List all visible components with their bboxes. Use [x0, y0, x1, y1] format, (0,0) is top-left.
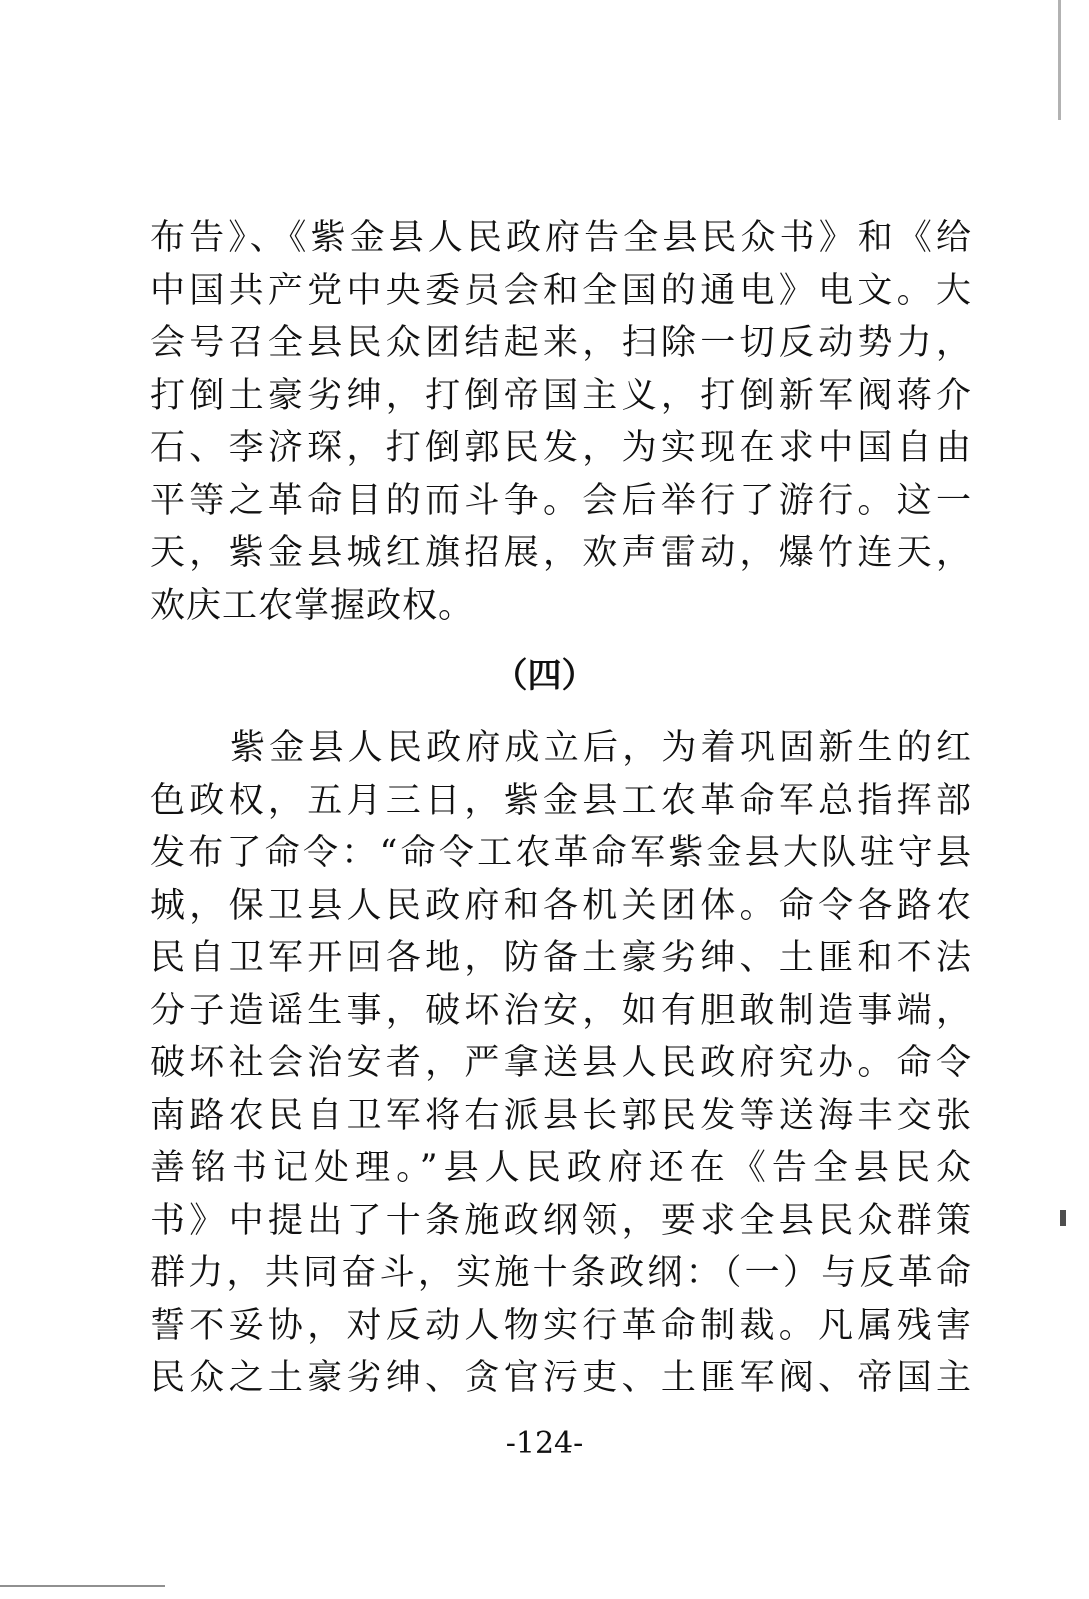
text-line: 石、李济琛，打倒郭民发，为实现在求中国自由 [150, 428, 972, 468]
page-number: -124- [505, 1426, 584, 1461]
text-line: 民众之土豪劣绅、贪官污吏、土匪军阀、帝国主 [150, 1358, 972, 1398]
text-line: 欢庆工农掌握政权。 [150, 585, 475, 626]
text-line: 平等之革命目的而斗争。会后举行了游行。这一 [150, 480, 972, 521]
text-line: 群力，共同奋斗，实施十条政纲：（一）与反革命 [150, 1253, 972, 1293]
section-heading: （四） [493, 656, 596, 696]
text-line: 打倒土豪劣绅，打倒帝国主义，打倒新军阀蒋介 [150, 375, 972, 416]
text-line: 天，紫金县城红旗招展，欢声雷动，爆竹连天， [150, 533, 972, 573]
text-line: 中国共产党中央委员会和全国的通电》电文。大 [150, 270, 972, 311]
text-line: 发布了命令：“命令工农革命军紫金县大队驻守县 [150, 833, 972, 873]
scan-edge-mark [1060, 1210, 1066, 1226]
text-line: 誓不妥协，对反动人物实行革命制裁。凡属残害 [150, 1305, 972, 1346]
text-line: 分子造谣生事，破坏治安，如有胆敢制造事端， [150, 990, 972, 1031]
scan-edge-mark [1058, 0, 1061, 120]
text-line: 会号召全县民众团结起来，扫除一切反动势力， [150, 323, 972, 363]
paragraph-1 [150, 212, 972, 632]
paragraph-2 [150, 722, 972, 1405]
text-line: 善铭书记处理。”县人民政府还在《告全县民众 [150, 1148, 972, 1188]
text-line: 色政权，五月三日，紫金县工农革命军总指挥部 [150, 780, 972, 821]
text-line: 布告》、《紫金县人民政府告全县民众书》和《给 [150, 218, 972, 258]
text-line: 破坏社会治安者，严拿送县人民政府究办。命令 [150, 1043, 972, 1083]
scan-edge-mark [0, 1585, 165, 1587]
text-line: 城，保卫县人民政府和各机关团体。命令各路农 [150, 885, 972, 926]
text-line: 民自卫军开回各地，防备土豪劣绅、土匪和不法 [150, 938, 972, 978]
text-line: 书》中提出了十条施政纲领，要求全县民众群策 [150, 1200, 972, 1241]
text-line: 紫金县人民政府成立后，为着巩固新生的红 [230, 728, 972, 768]
text-line: 南路农民自卫军将右派县长郭民发等送海丰交张 [150, 1095, 972, 1136]
